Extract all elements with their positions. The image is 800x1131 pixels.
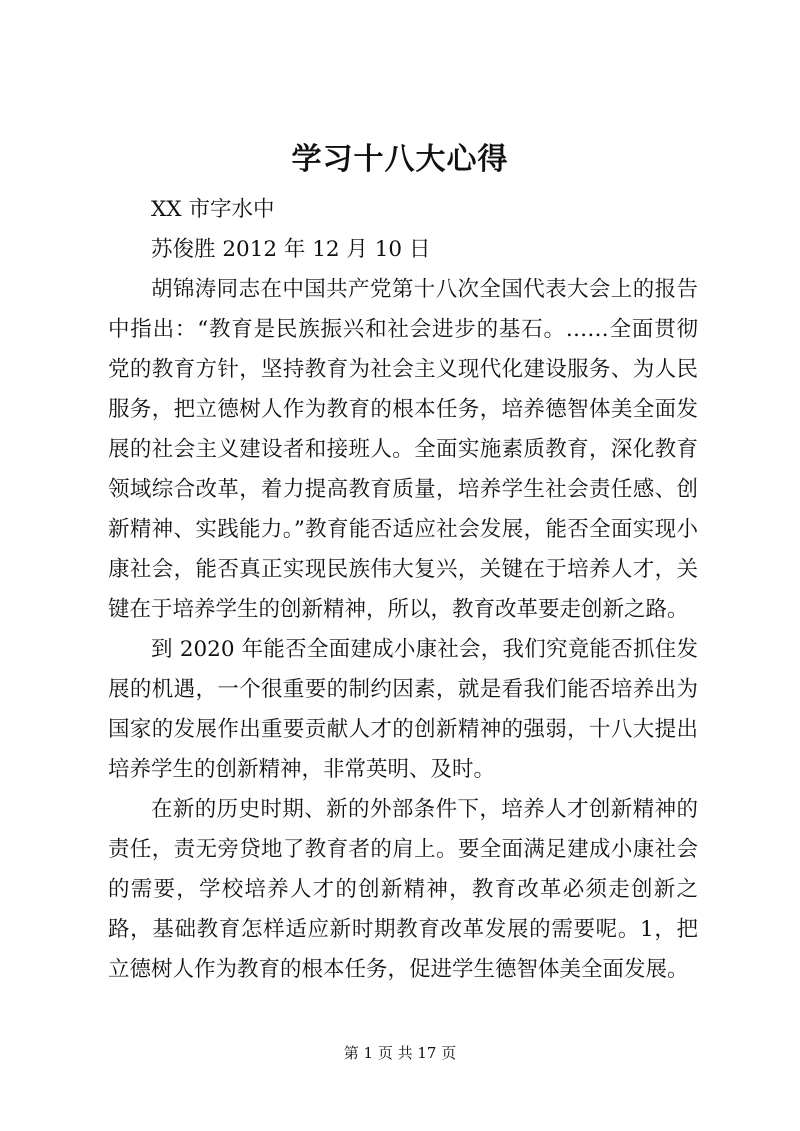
- paragraph-1: 胡锦涛同志在中国共产党第十八次全国代表大会上的报告中指出：“教育是民族振兴和社会进步的基石。……全面贯彻党的教育方针，坚持教育为社会主义现代化建设服务、为人民服务，把立德树人作为教育的根本任务，培养德智体美全面发展的社会主义建设者和接班人。全面实施素质教育，深化教育领域综合改革，着力提高教育质量，培养学生社会责任感、创新精神、实践能力。”教育能否适应社会发展，能否全面实现小康社会，能否真正实现民族伟大复兴，关键在于培养人才，关键在于培养学生的创新精神，所以，教育改革要走创新之路。: [108, 277, 698, 622]
- document-title: 学习十八大心得: [291, 142, 509, 177]
- paragraph-2: 到 2020 年能否全面建成小康社会，我们究竟能否抓住发展的机遇，一个很重要的制约因素，就是看我们能否培养出为国家的发展作出重要贡献人才的创新精神的强弱，十八大提出培养学生的创新精神，非常英明、及时。: [108, 637, 698, 782]
- school-line: XX 市字水中: [151, 197, 275, 222]
- paragraph-3: 在新的历史时期、新的外部条件下，培养人才创新精神的责任，责无旁贷地了教育者的肩上。要全面满足建成小康社会的需要，学校培养人才的创新精神，教育改革必须走创新之路，基础教育怎样适应新时期教育改革发展的需要呢。1，把立德树人作为教育的根本任务，促进学生德智体美全面发展。: [108, 797, 698, 982]
- document-body: [108, 190, 698, 990]
- page-footer: 第 1 页 共 17 页: [343, 1044, 457, 1062]
- author-date-line: 苏俊胜 2012 年 12 月 10 日: [151, 237, 431, 262]
